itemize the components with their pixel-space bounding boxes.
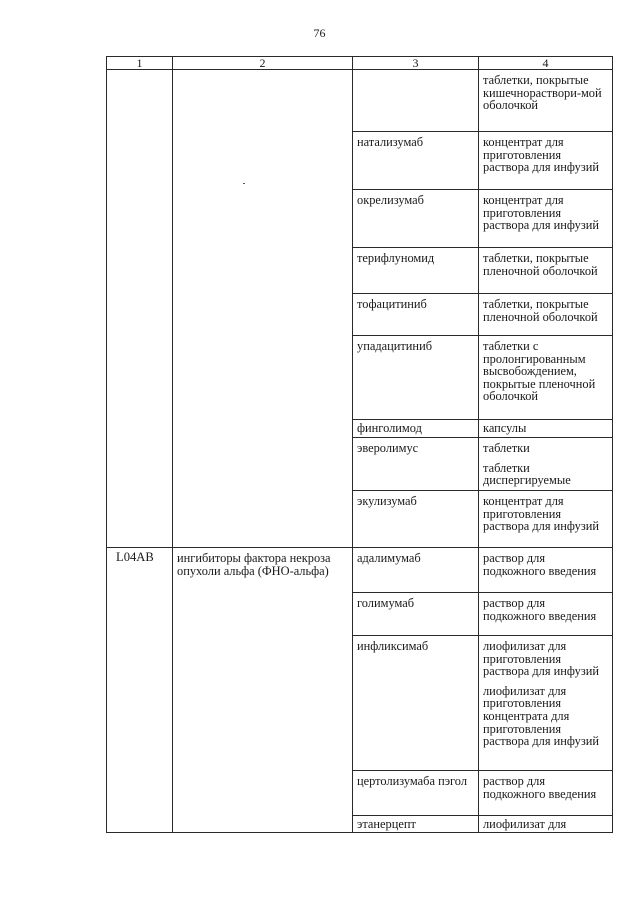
drug-name-cell: цертолизумаба пэгол	[353, 771, 479, 816]
dosage-form-cell: таблетки, покрытые пленочной оболочкой	[479, 294, 613, 336]
dosage-form-cell: концентрат для приготовления раствора для инфузий	[479, 491, 613, 548]
drug-name-cell: голимумаб	[353, 593, 479, 636]
dosage-form-cell: раствор для подкожного введения	[479, 593, 613, 636]
drug-name-cell: эверолимус	[353, 438, 479, 491]
drug-name-cell: натализумаб	[353, 132, 479, 190]
column-header-3: 3	[353, 57, 479, 70]
dosage-form-cell: таблетки, покрытые пленочной оболочкой	[479, 248, 613, 294]
group-name-cell: ингибиторы фактора некроза опухоли альфа (ФНО-альфа)	[173, 548, 353, 833]
drug-name-cell: терифлуномид	[353, 248, 479, 294]
scan-speck	[243, 183, 245, 184]
dosage-form-cell: лиофилизат для приготовления раствора для инфузий лиофилизат для приготовления концентрата для приготовления раствора для инфузий	[479, 636, 613, 771]
drug-table	[106, 56, 613, 833]
atc-code-cell	[107, 70, 173, 548]
column-header-2: 2	[173, 57, 353, 70]
dosage-form-cell: концентрат для приготовления раствора для инфузий	[479, 190, 613, 248]
dosage-form-cell: таблетки таблетки диспергируемые	[479, 438, 613, 491]
column-header-4: 4	[479, 57, 613, 70]
group-name-cell	[173, 70, 353, 548]
atc-code-cell: L04AB	[107, 548, 173, 833]
dosage-form-cell: концентрат для приготовления раствора для инфузий	[479, 132, 613, 190]
drug-name-cell: окрелизумаб	[353, 190, 479, 248]
drug-name-cell: упадацитиниб	[353, 336, 479, 420]
drug-name-cell: финголимод	[353, 420, 479, 438]
dosage-form-cell: лиофилизат для	[479, 816, 613, 833]
table-row	[107, 548, 613, 593]
dosage-form-cell: таблетки, покрытые кишечнораствори-мой оболочкой	[479, 70, 613, 132]
dosage-form-cell: раствор для подкожного введения	[479, 548, 613, 593]
table-row	[107, 70, 613, 132]
drug-name-cell: инфликсимаб	[353, 636, 479, 771]
drug-name-cell: этанерцепт	[353, 816, 479, 833]
dosage-form-cell: таблетки с пролонгированным высвобождением, покрытые пленочной оболочкой	[479, 336, 613, 420]
drug-name-cell: экулизумаб	[353, 491, 479, 548]
table-header-row	[107, 57, 613, 70]
column-header-1: 1	[107, 57, 173, 70]
drug-name-cell	[353, 70, 479, 132]
dosage-form-cell: раствор для подкожного введения	[479, 771, 613, 816]
drug-name-cell: тофацитиниб	[353, 294, 479, 336]
dosage-form-cell: капсулы	[479, 420, 613, 438]
page-number: 76	[313, 26, 326, 40]
drug-name-cell: адалимумаб	[353, 548, 479, 593]
